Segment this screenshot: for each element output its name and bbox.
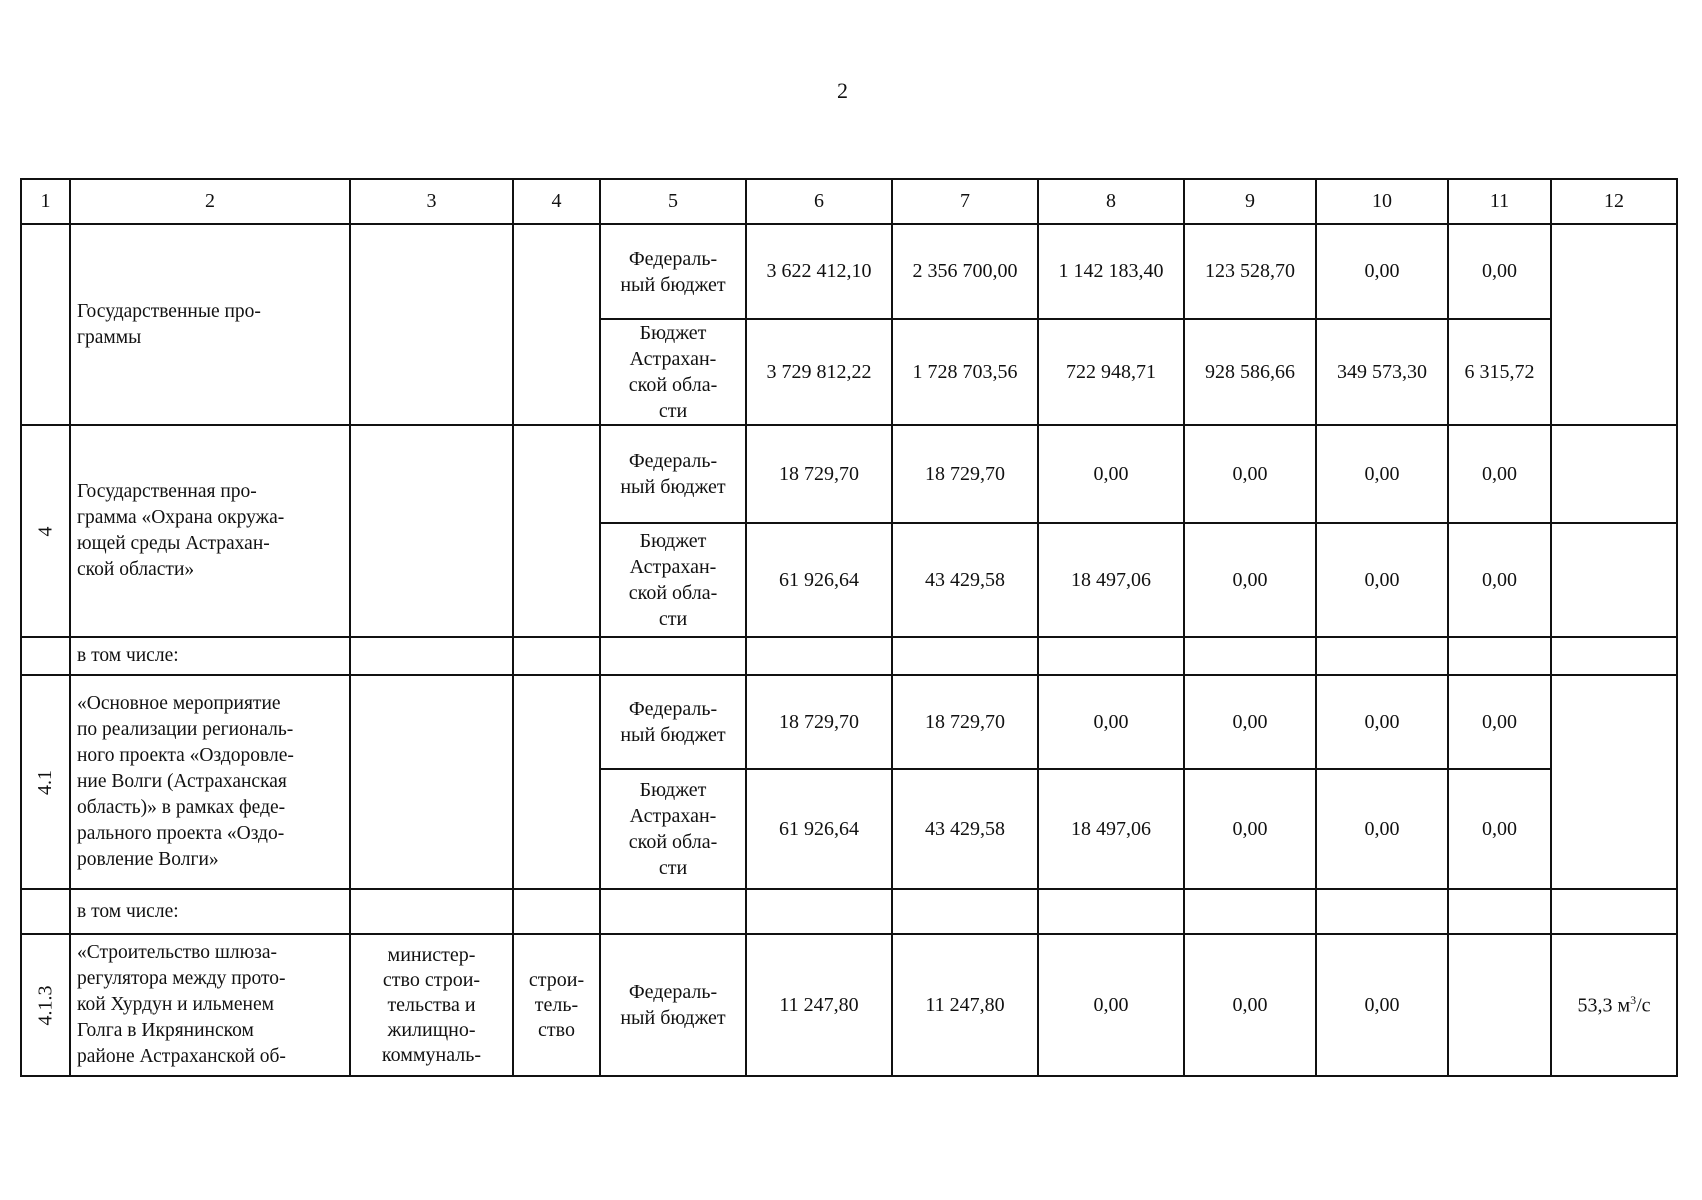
- table-row: [21, 224, 1677, 319]
- indicator-cell: [1551, 675, 1677, 889]
- empty-cell: [600, 637, 746, 675]
- type-cell: [513, 425, 600, 637]
- empty-cell: [1316, 889, 1448, 934]
- empty-cell: [513, 637, 600, 675]
- subheading-row: [21, 889, 1677, 934]
- value-cell: 0,00: [1316, 523, 1448, 637]
- value-cell: 0,00: [1038, 675, 1184, 769]
- value-cell: 61 926,64: [746, 769, 892, 889]
- empty-cell: [1448, 637, 1551, 675]
- header-cell: 1: [21, 179, 70, 224]
- value-cell: [1448, 934, 1551, 1076]
- indicator-cell: [1551, 425, 1677, 523]
- value-cell: 722 948,71: [1038, 319, 1184, 425]
- program-name-cell: «Основное мероприятие по реализации региональ- ного проекта «Оздоровле- ние Волги (Астраханская область)» в рамках феде- рального проекта «Оздо- ровление Волги»: [70, 675, 350, 889]
- budget-source-cell: Федераль- ный бюджет: [600, 425, 746, 523]
- value-cell: 0,00: [1316, 769, 1448, 889]
- indicator-cell: [1551, 523, 1677, 637]
- value-cell: 123 528,70: [1184, 224, 1316, 319]
- empty-cell: [892, 889, 1038, 934]
- header-cell: 6: [746, 179, 892, 224]
- empty-cell: [1038, 889, 1184, 934]
- empty-cell: [746, 889, 892, 934]
- value-cell: 0,00: [1316, 934, 1448, 1076]
- value-cell: 349 573,30: [1316, 319, 1448, 425]
- value-cell: 0,00: [1448, 224, 1551, 319]
- value-cell: 18 729,70: [892, 675, 1038, 769]
- header-cell: 5: [600, 179, 746, 224]
- program-name-cell: «Строительство шлюза- регулятора между прото- кой Хурдун и ильменем Голга в Икрянинском районе Астраханской об-: [70, 934, 350, 1076]
- budget-source-cell: Бюджет Астрахан- ской обла- сти: [600, 769, 746, 889]
- value-cell: 11 247,80: [892, 934, 1038, 1076]
- row-number-cell: [21, 224, 70, 425]
- subheading-row: [21, 637, 1677, 675]
- row-number-cell: [21, 889, 70, 934]
- value-cell: 0,00: [1316, 675, 1448, 769]
- value-cell: 0,00: [1448, 769, 1551, 889]
- table-row: [21, 675, 1677, 769]
- value-cell: 1 728 703,56: [892, 319, 1038, 425]
- value-cell: 43 429,58: [892, 769, 1038, 889]
- empty-cell: [600, 889, 746, 934]
- header-cell: 7: [892, 179, 1038, 224]
- indicator-cell: [1551, 934, 1677, 1076]
- row-number-cell: 4.1.3: [21, 934, 70, 1076]
- table-row: [21, 934, 1677, 1076]
- header-cell: 4: [513, 179, 600, 224]
- executor-cell: министер- ство строи- тельства и жилищно- коммуналь-: [350, 934, 513, 1076]
- header-cell: 10: [1316, 179, 1448, 224]
- including-label: в том числе:: [70, 889, 350, 934]
- type-cell: [513, 224, 600, 425]
- value-cell: 0,00: [1184, 425, 1316, 523]
- row-number-cell: 4.1: [21, 675, 70, 889]
- value-cell: 928 586,66: [1184, 319, 1316, 425]
- row-number-cell: 4: [21, 425, 70, 637]
- value-cell: 0,00: [1184, 934, 1316, 1076]
- empty-cell: [746, 637, 892, 675]
- empty-cell: [892, 637, 1038, 675]
- value-cell: 18 497,06: [1038, 523, 1184, 637]
- header-cell: 12: [1551, 179, 1677, 224]
- budget-source-cell: Бюджет Астрахан- ской обла- сти: [600, 319, 746, 425]
- value-cell: 61 926,64: [746, 523, 892, 637]
- empty-cell: [1316, 637, 1448, 675]
- budget-table: [20, 178, 1678, 1077]
- including-label: в том числе:: [70, 637, 350, 675]
- table-row: [21, 425, 1677, 523]
- empty-cell: [513, 889, 600, 934]
- empty-cell: [1551, 637, 1677, 675]
- budget-source-cell: Федераль- ный бюджет: [600, 224, 746, 319]
- header-cell: 9: [1184, 179, 1316, 224]
- row-number-cell: [21, 637, 70, 675]
- header-row: [21, 179, 1677, 224]
- indicator-unit: /с: [1636, 994, 1651, 1017]
- empty-cell: [1184, 889, 1316, 934]
- value-cell: 0,00: [1448, 425, 1551, 523]
- program-name-cell: Государственная про- грамма «Охрана окружа- ющей среды Астрахан- ской области»: [70, 425, 350, 637]
- value-cell: 43 429,58: [892, 523, 1038, 637]
- value-cell: 3 729 812,22: [746, 319, 892, 425]
- value-cell: 0,00: [1184, 769, 1316, 889]
- header-cell: 8: [1038, 179, 1184, 224]
- empty-cell: [1038, 637, 1184, 675]
- value-cell: 6 315,72: [1448, 319, 1551, 425]
- value-cell: 2 356 700,00: [892, 224, 1038, 319]
- value-cell: 0,00: [1038, 425, 1184, 523]
- empty-cell: [350, 637, 513, 675]
- header-cell: 3: [350, 179, 513, 224]
- value-cell: 18 729,70: [746, 675, 892, 769]
- value-cell: 0,00: [1316, 224, 1448, 319]
- indicator-cell: [1551, 224, 1677, 425]
- type-cell: [513, 675, 600, 889]
- value-cell: 18 729,70: [892, 425, 1038, 523]
- value-cell: 0,00: [1184, 523, 1316, 637]
- type-cell: строи- тель- ство: [513, 934, 600, 1076]
- value-cell: 0,00: [1184, 675, 1316, 769]
- empty-cell: [350, 889, 513, 934]
- page-number: 2: [837, 78, 848, 103]
- executor-cell: [350, 425, 513, 637]
- executor-cell: [350, 675, 513, 889]
- header-cell: 2: [70, 179, 350, 224]
- value-cell: 0,00: [1448, 523, 1551, 637]
- value-cell: 0,00: [1038, 934, 1184, 1076]
- value-cell: 11 247,80: [746, 934, 892, 1076]
- value-cell: 18 729,70: [746, 425, 892, 523]
- executor-cell: [350, 224, 513, 425]
- budget-source-cell: Федераль- ный бюджет: [600, 934, 746, 1076]
- empty-cell: [1551, 889, 1677, 934]
- empty-cell: [1184, 637, 1316, 675]
- program-name-cell: Государственные про- граммы: [70, 224, 350, 425]
- indicator-value: 53,3 м: [1577, 994, 1631, 1017]
- budget-source-cell: Бюджет Астрахан- ской обла- сти: [600, 523, 746, 637]
- indicator-superscript: 3: [1630, 992, 1637, 1007]
- value-cell: 0,00: [1316, 425, 1448, 523]
- value-cell: 3 622 412,10: [746, 224, 892, 319]
- value-cell: 0,00: [1448, 675, 1551, 769]
- value-cell: 18 497,06: [1038, 769, 1184, 889]
- budget-source-cell: Федераль- ный бюджет: [600, 675, 746, 769]
- value-cell: 1 142 183,40: [1038, 224, 1184, 319]
- header-cell: 11: [1448, 179, 1551, 224]
- empty-cell: [1448, 889, 1551, 934]
